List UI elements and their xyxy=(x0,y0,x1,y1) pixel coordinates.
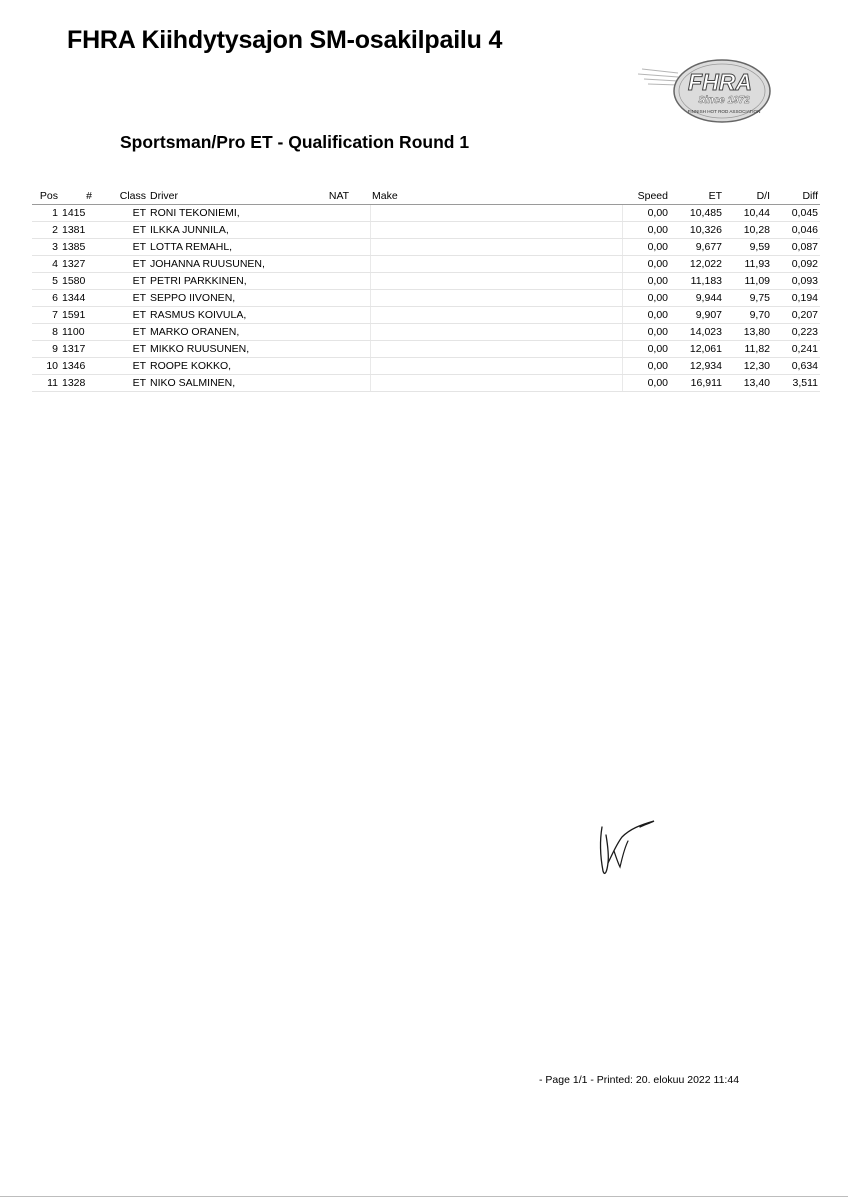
cell-speed: 0,00 xyxy=(622,273,670,290)
cell-make xyxy=(370,222,622,239)
cell-di: 9,70 xyxy=(724,307,772,324)
cell-class: ET xyxy=(94,222,148,239)
cell-diff: 0,087 xyxy=(772,239,820,256)
cell-et: 9,944 xyxy=(670,290,724,307)
cell-diff: 0,093 xyxy=(772,273,820,290)
cell-di: 11,09 xyxy=(724,273,772,290)
cell-speed: 0,00 xyxy=(622,290,670,307)
col-header-et: ET xyxy=(670,188,724,205)
cell-number: 1346 xyxy=(60,358,94,375)
cell-et: 16,911 xyxy=(670,375,724,392)
table-row xyxy=(32,205,820,222)
cell-pos: 9 xyxy=(32,341,60,358)
col-header-speed: Speed xyxy=(622,188,670,205)
print-footer: - Page 1/1 - Printed: 20. elokuu 2022 11:44 xyxy=(539,1074,740,1086)
cell-pos: 8 xyxy=(32,324,60,341)
table-row xyxy=(32,358,820,375)
col-header-make: Make xyxy=(370,188,622,205)
cell-driver: ROOPE KOKKO, xyxy=(148,358,308,375)
cell-di: 10,28 xyxy=(724,222,772,239)
cell-number: 1344 xyxy=(60,290,94,307)
cell-di: 11,82 xyxy=(724,341,772,358)
cell-make xyxy=(370,273,622,290)
cell-class: ET xyxy=(94,307,148,324)
cell-driver: LOTTA REMAHL, xyxy=(148,239,308,256)
table-header-row xyxy=(32,188,820,205)
col-header-class: Class xyxy=(94,188,148,205)
logo-text: FHRA xyxy=(688,69,752,95)
table-row xyxy=(32,256,820,273)
cell-et: 11,183 xyxy=(670,273,724,290)
cell-et: 14,023 xyxy=(670,324,724,341)
col-header-driver: Driver xyxy=(148,188,308,205)
cell-et: 10,485 xyxy=(670,205,724,222)
cell-make xyxy=(370,239,622,256)
logo-association: FINNISH HOT ROD ASSOCIATION xyxy=(687,109,761,114)
cell-speed: 0,00 xyxy=(622,256,670,273)
table-row xyxy=(32,222,820,239)
cell-speed: 0,00 xyxy=(622,358,670,375)
cell-number: 1415 xyxy=(60,205,94,222)
cell-make xyxy=(370,205,622,222)
cell-di: 10,44 xyxy=(724,205,772,222)
cell-class: ET xyxy=(94,358,148,375)
handwritten-signature xyxy=(594,815,662,881)
cell-diff: 0,046 xyxy=(772,222,820,239)
cell-number: 1580 xyxy=(60,273,94,290)
cell-diff: 0,092 xyxy=(772,256,820,273)
cell-speed: 0,00 xyxy=(622,239,670,256)
cell-driver: MARKO ORANEN, xyxy=(148,324,308,341)
fhra-logo xyxy=(638,57,772,125)
cell-speed: 0,00 xyxy=(622,222,670,239)
table-row xyxy=(32,239,820,256)
cell-driver: RONI TEKONIEMI, xyxy=(148,205,308,222)
cell-class: ET xyxy=(94,256,148,273)
cell-et: 12,022 xyxy=(670,256,724,273)
cell-nat xyxy=(308,256,370,273)
cell-diff: 0,241 xyxy=(772,341,820,358)
cell-make xyxy=(370,358,622,375)
cell-nat xyxy=(308,307,370,324)
cell-pos: 11 xyxy=(32,375,60,392)
cell-et: 9,677 xyxy=(670,239,724,256)
cell-nat xyxy=(308,239,370,256)
cell-nat xyxy=(308,324,370,341)
cell-pos: 2 xyxy=(32,222,60,239)
table-row xyxy=(32,273,820,290)
cell-di: 13,80 xyxy=(724,324,772,341)
cell-nat xyxy=(308,375,370,392)
cell-number: 1591 xyxy=(60,307,94,324)
cell-driver: NIKO SALMINEN, xyxy=(148,375,308,392)
cell-speed: 0,00 xyxy=(622,324,670,341)
table-row xyxy=(32,324,820,341)
cell-nat xyxy=(308,290,370,307)
cell-number: 1100 xyxy=(60,324,94,341)
cell-nat xyxy=(308,205,370,222)
cell-speed: 0,00 xyxy=(622,307,670,324)
logo-since: Since 1972 xyxy=(698,95,750,106)
cell-class: ET xyxy=(94,324,148,341)
cell-diff: 0,194 xyxy=(772,290,820,307)
col-header-pos: Pos xyxy=(32,188,60,205)
cell-class: ET xyxy=(94,273,148,290)
cell-pos: 7 xyxy=(32,307,60,324)
cell-make xyxy=(370,256,622,273)
bottom-divider xyxy=(0,1196,848,1197)
cell-make xyxy=(370,324,622,341)
table-row xyxy=(32,375,820,392)
cell-di: 13,40 xyxy=(724,375,772,392)
cell-make xyxy=(370,290,622,307)
cell-driver: SEPPO IIVONEN, xyxy=(148,290,308,307)
cell-pos: 1 xyxy=(32,205,60,222)
page-subtitle: Sportsman/Pro ET - Qualification Round 1 xyxy=(120,132,470,152)
cell-number: 1385 xyxy=(60,239,94,256)
cell-diff: 0,223 xyxy=(772,324,820,341)
table-row xyxy=(32,341,820,358)
cell-number: 1317 xyxy=(60,341,94,358)
cell-diff: 0,207 xyxy=(772,307,820,324)
cell-number: 1381 xyxy=(60,222,94,239)
cell-pos: 4 xyxy=(32,256,60,273)
cell-nat xyxy=(308,222,370,239)
cell-nat xyxy=(308,358,370,375)
cell-driver: RASMUS KOIVULA, xyxy=(148,307,308,324)
cell-class: ET xyxy=(94,239,148,256)
cell-di: 12,30 xyxy=(724,358,772,375)
cell-class: ET xyxy=(94,290,148,307)
cell-di: 9,59 xyxy=(724,239,772,256)
cell-speed: 0,00 xyxy=(622,341,670,358)
cell-class: ET xyxy=(94,375,148,392)
page-title: FHRA Kiihdytysajon SM-osakilpailu 4 xyxy=(67,26,503,54)
cell-make xyxy=(370,307,622,324)
cell-make xyxy=(370,341,622,358)
cell-pos: 10 xyxy=(32,358,60,375)
cell-driver: JOHANNA RUUSUNEN, xyxy=(148,256,308,273)
cell-di: 11,93 xyxy=(724,256,772,273)
cell-et: 12,061 xyxy=(670,341,724,358)
cell-et: 10,326 xyxy=(670,222,724,239)
cell-driver: ILKKA JUNNILA, xyxy=(148,222,308,239)
cell-speed: 0,00 xyxy=(622,375,670,392)
cell-pos: 6 xyxy=(32,290,60,307)
cell-pos: 3 xyxy=(32,239,60,256)
cell-pos: 5 xyxy=(32,273,60,290)
cell-di: 9,75 xyxy=(724,290,772,307)
cell-nat xyxy=(308,341,370,358)
results-table xyxy=(32,188,820,392)
cell-diff: 3,511 xyxy=(772,375,820,392)
cell-class: ET xyxy=(94,205,148,222)
cell-driver: PETRI PARKKINEN, xyxy=(148,273,308,290)
cell-nat xyxy=(308,273,370,290)
cell-driver: MIKKO RUUSUNEN, xyxy=(148,341,308,358)
cell-et: 9,907 xyxy=(670,307,724,324)
cell-diff: 0,634 xyxy=(772,358,820,375)
cell-class: ET xyxy=(94,341,148,358)
table-row xyxy=(32,290,820,307)
cell-speed: 0,00 xyxy=(622,205,670,222)
table-row xyxy=(32,307,820,324)
col-header-nat: NAT xyxy=(308,188,370,205)
cell-number: 1327 xyxy=(60,256,94,273)
cell-make xyxy=(370,375,622,392)
col-header-di: D/I xyxy=(724,188,772,205)
cell-number: 1328 xyxy=(60,375,94,392)
col-header-number: # xyxy=(60,188,94,205)
cell-et: 12,934 xyxy=(670,358,724,375)
cell-diff: 0,045 xyxy=(772,205,820,222)
col-header-diff: Diff xyxy=(772,188,820,205)
